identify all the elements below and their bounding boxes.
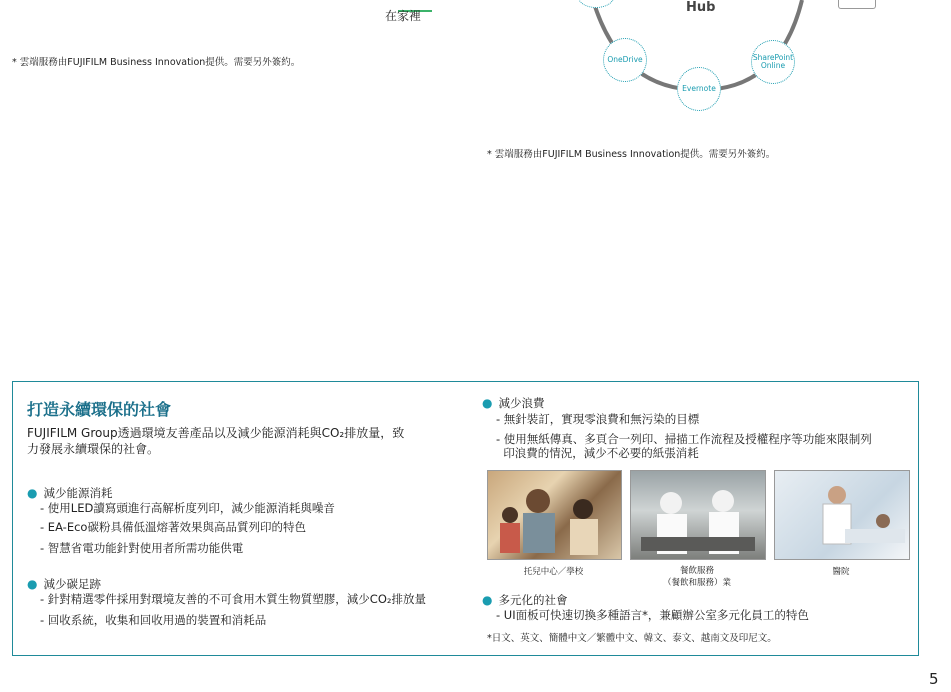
page-number: 5 bbox=[929, 670, 939, 688]
intro-line-1: FUJIFILM Group透過環境友善產品以及減少能源消耗與CO₂排放量，致 bbox=[27, 426, 405, 440]
photo-childcare bbox=[487, 470, 622, 560]
energy-item-3: - 智慧省電功能針對使用者所需功能供電 bbox=[40, 541, 244, 555]
bullet-dot-icon: ● bbox=[482, 593, 493, 607]
bullet-dot-icon: ● bbox=[27, 486, 38, 500]
cloud-service-note: * 雲端服務由FUJIFILM Business Innovation提供。需要另外簽約。 bbox=[12, 57, 301, 68]
energy-heading-text: 減少能源消耗 bbox=[43, 486, 113, 500]
device-icon bbox=[838, 0, 876, 9]
energy-item-2: - EA-Eco碳粉具備低溫熔著效果與高品質列印的特色 bbox=[40, 520, 306, 534]
bullet-dot-icon: ● bbox=[27, 577, 38, 591]
carbon-heading bbox=[27, 576, 101, 592]
hospital-illustration bbox=[775, 471, 909, 559]
waste-heading bbox=[482, 395, 544, 411]
carbon-item-1: - 針對精選零件採用對環境友善的不可食用木質生物質塑膠，減少CO₂排放量 bbox=[40, 592, 426, 606]
hub-label: Hub bbox=[686, 0, 716, 15]
service-evernote bbox=[677, 67, 721, 111]
caption-childcare: 托兒中心／學校 bbox=[523, 567, 584, 577]
waste-item-3: 印浪費的情況，減少不必要的紙張消耗 bbox=[496, 446, 699, 460]
evernote-label: Evernote bbox=[682, 84, 716, 94]
diverse-item: - UI面板可快速切換多種語言*，兼顧辦公室多元化員工的特色 bbox=[496, 608, 809, 622]
photo-hospital bbox=[774, 470, 910, 560]
waste-item-1: - 無針裝訂，實現零浪費和無污染的目標 bbox=[496, 412, 700, 426]
energy-item-1: - 使用LED讀寫頭進行高解析度列印，減少能源消耗與噪音 bbox=[40, 501, 335, 515]
diverse-heading-text: 多元化的社會 bbox=[498, 593, 568, 607]
home-label: 在家裡 bbox=[385, 9, 422, 23]
energy-heading bbox=[27, 485, 112, 501]
food-service-illustration bbox=[631, 471, 765, 559]
caption-food-service: 餐飲服務 （餐飲和服務）業 bbox=[662, 566, 731, 588]
onedrive-label: OneDrive bbox=[607, 55, 643, 65]
language-note: *日文、英文、簡體中文／繁體中文、韓文、泰文、越南文及印尼文。 bbox=[487, 633, 777, 644]
hub-cloud-note: * 雲端服務由FUJIFILM Business Innovation提供。需要另外簽約。 bbox=[487, 149, 776, 160]
bullet-dot-icon: ● bbox=[482, 396, 493, 410]
diverse-heading bbox=[482, 592, 567, 608]
photo-food-service bbox=[630, 470, 766, 560]
carbon-item-2: - 回收系統，收集和回收用過的裝置和消耗品 bbox=[40, 613, 267, 627]
sharepoint-label: SharePoint Online bbox=[752, 53, 794, 70]
childcare-illustration bbox=[488, 471, 621, 559]
service-sharepoint bbox=[751, 40, 795, 84]
waste-item-2: - 使用無紙傳真、多頁合一列印、掃描工作流程及授權程序等功能來限制列 bbox=[496, 432, 872, 446]
section-title: 打造永續環保的社會 bbox=[27, 400, 172, 419]
carbon-heading-text: 減少碳足跡 bbox=[43, 577, 101, 591]
waste-heading-text: 減少浪費 bbox=[498, 396, 545, 410]
intro-line-2: 力發展永續環保的社會。 bbox=[27, 442, 160, 456]
caption-hospital: 醫院 bbox=[832, 567, 850, 577]
service-onedrive bbox=[603, 38, 647, 82]
